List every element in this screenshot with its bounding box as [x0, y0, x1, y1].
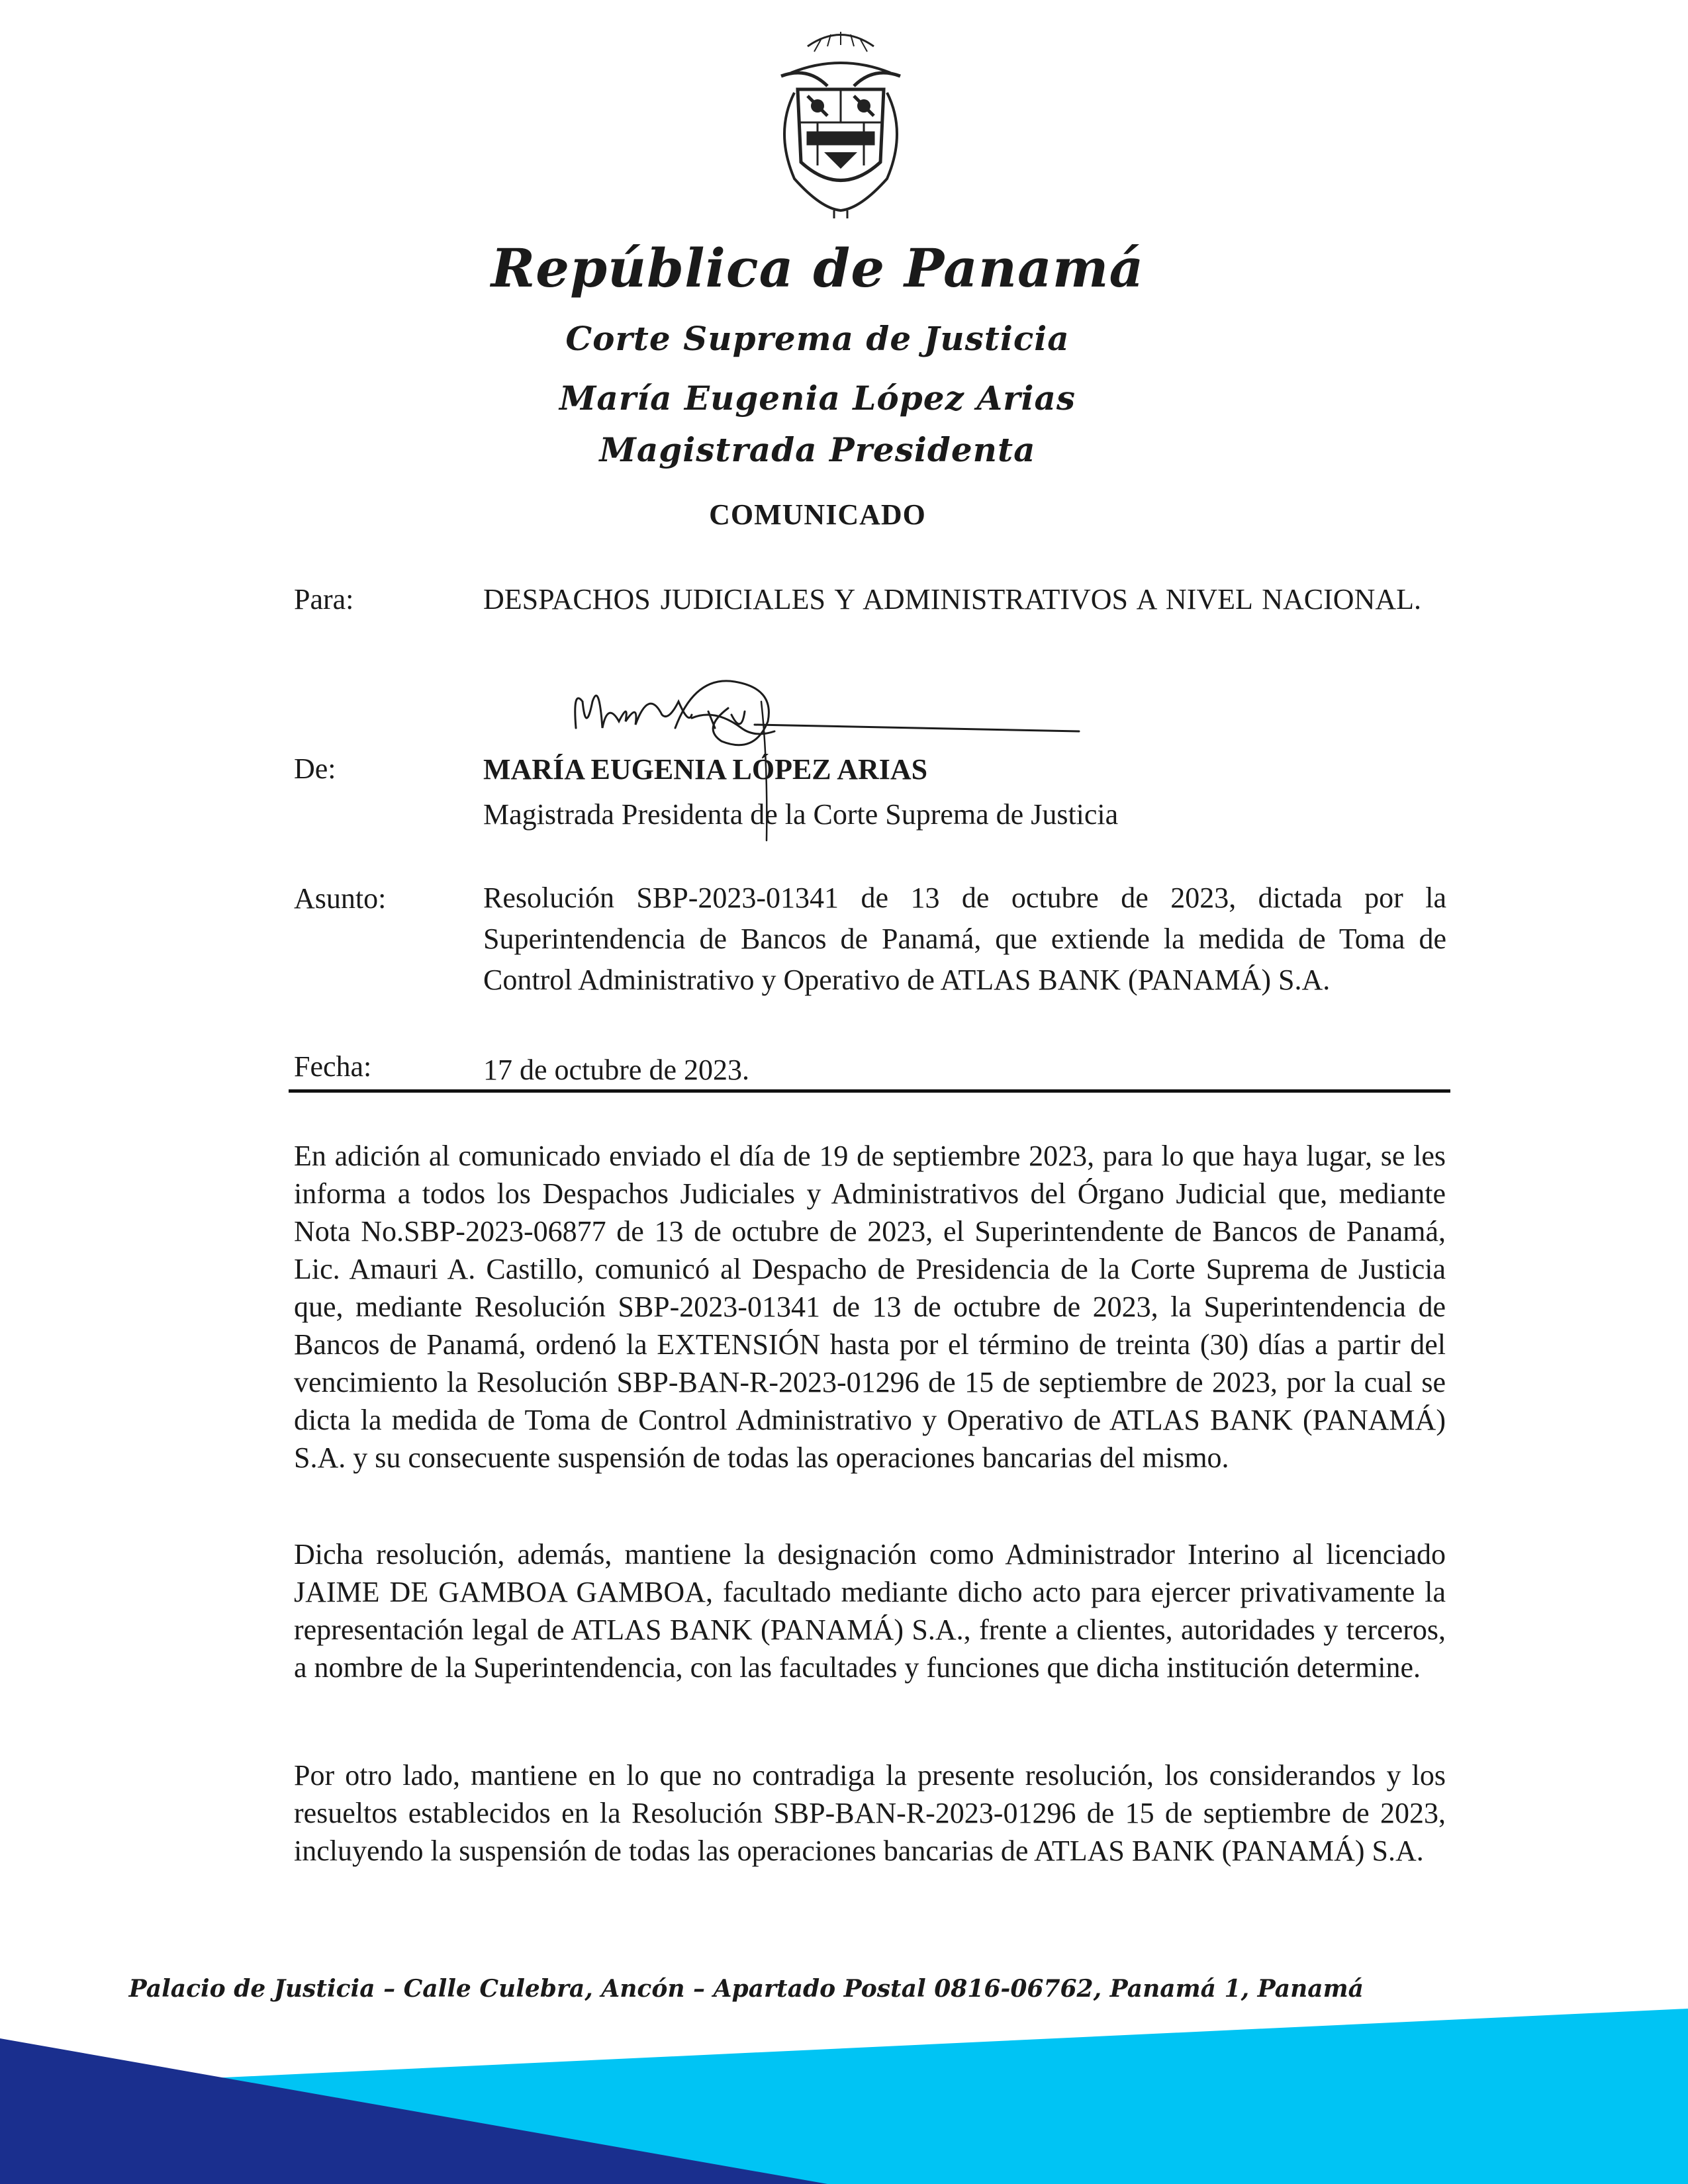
sender-name: MARÍA EUGENIA LÓPEZ ARIAS: [483, 753, 928, 786]
sender-title: Magistrada Presidenta de la Corte Suprema de Justicia: [483, 798, 1119, 831]
para-label: Para:: [294, 583, 354, 615]
court-name: Corte Suprema de Justicia: [565, 319, 1070, 358]
fecha-label: Fecha:: [294, 1050, 372, 1083]
asunto-label: Asunto:: [294, 882, 387, 915]
asunto-value: Resolución SBP-2023-01341 de 13 de octubre de 2023, dictada por la Superintendencia de Bancos de Panamá, que extiende la medida de Toma de Control Administrativo y Operativo de ATLAS BANK (PANAMÁ) S.A.: [483, 882, 1446, 996]
footer-address-text: Palacio de Justicia – Calle Culebra, Ancón – Apartado Postal 0816-06762, Panamá 1, Panamá: [128, 1975, 1364, 2003]
body-paragraph-3: Por otro lado, mantiene en lo que no contradiga la presente resolución, los considerandos y los resueltos establecidos en la Resolución SBP-BAN-R-2023-01296 de 15 de septiembre de 2023, incluyendo la suspensión de todas las operaciones bancarias de ATLAS BANK (PANAMÁ) S.A.: [294, 1759, 1446, 1867]
coat-of-arms-icon: [768, 26, 914, 218]
para-value: DESPACHOS JUDICIALES Y ADMINISTRATIVOS A NIVEL NACIONAL.: [483, 583, 1422, 615]
magistrate-name: María Eugenia López Arias: [559, 379, 1076, 418]
body-paragraph-1: En adición al comunicado enviado el día de 19 de septiembre 2023, para lo que haya lugar, se les informa a todos los Despachos Judiciales y Administrativos del Órgano Judicial que, mediante Nota No.SBP-2023-06877 de 13 de octubre de 2023, el Superintendente de Bancos de Panamá, Lic. Amauri A. Castillo, comunicó al Despacho de Presidencia de la Corte Suprema de Justicia que, mediante Resolución SBP-2023-01341 de 13 de octubre de 2023, la Superintendencia de Bancos de Panamá, ordenó la EXTENSIÓN hasta por el término de treinta (30) días a partir del vencimiento la Resolución SBP-BAN-R-2023-01296 de 15 de septiembre de 2023, por la cual se dicta la medida de Toma de Control Administrativo y Operativo de ATLAS BANK (PANAMÁ) S.A. y su consecuente suspensión de todas las operaciones bancarias del mismo.: [294, 1140, 1446, 1474]
fecha-value: 17 de octubre de 2023.: [483, 1054, 749, 1086]
footer-band: [0, 1985, 1688, 2184]
magistrate-role: Magistrada Presidenta: [599, 430, 1036, 469]
body-paragraph-2: Dicha resolución, además, mantiene la designación como Administrador Interino al licenciado JAIME DE GAMBOA GAMBOA, facultado mediante dicho acto para ejercer privativamente la representación legal de ATLAS BANK (PANAMÁ) S.A., frente a clientes, autoridades y terceros, a nombre de la Superintendencia, con las facultades y funciones que dicha institución determine.: [294, 1538, 1446, 1684]
de-label: De:: [294, 752, 336, 785]
header-divider: [289, 1089, 1450, 1093]
document-type: COMUNICADO: [709, 498, 926, 531]
country-title: República de Panamá: [491, 237, 1145, 299]
